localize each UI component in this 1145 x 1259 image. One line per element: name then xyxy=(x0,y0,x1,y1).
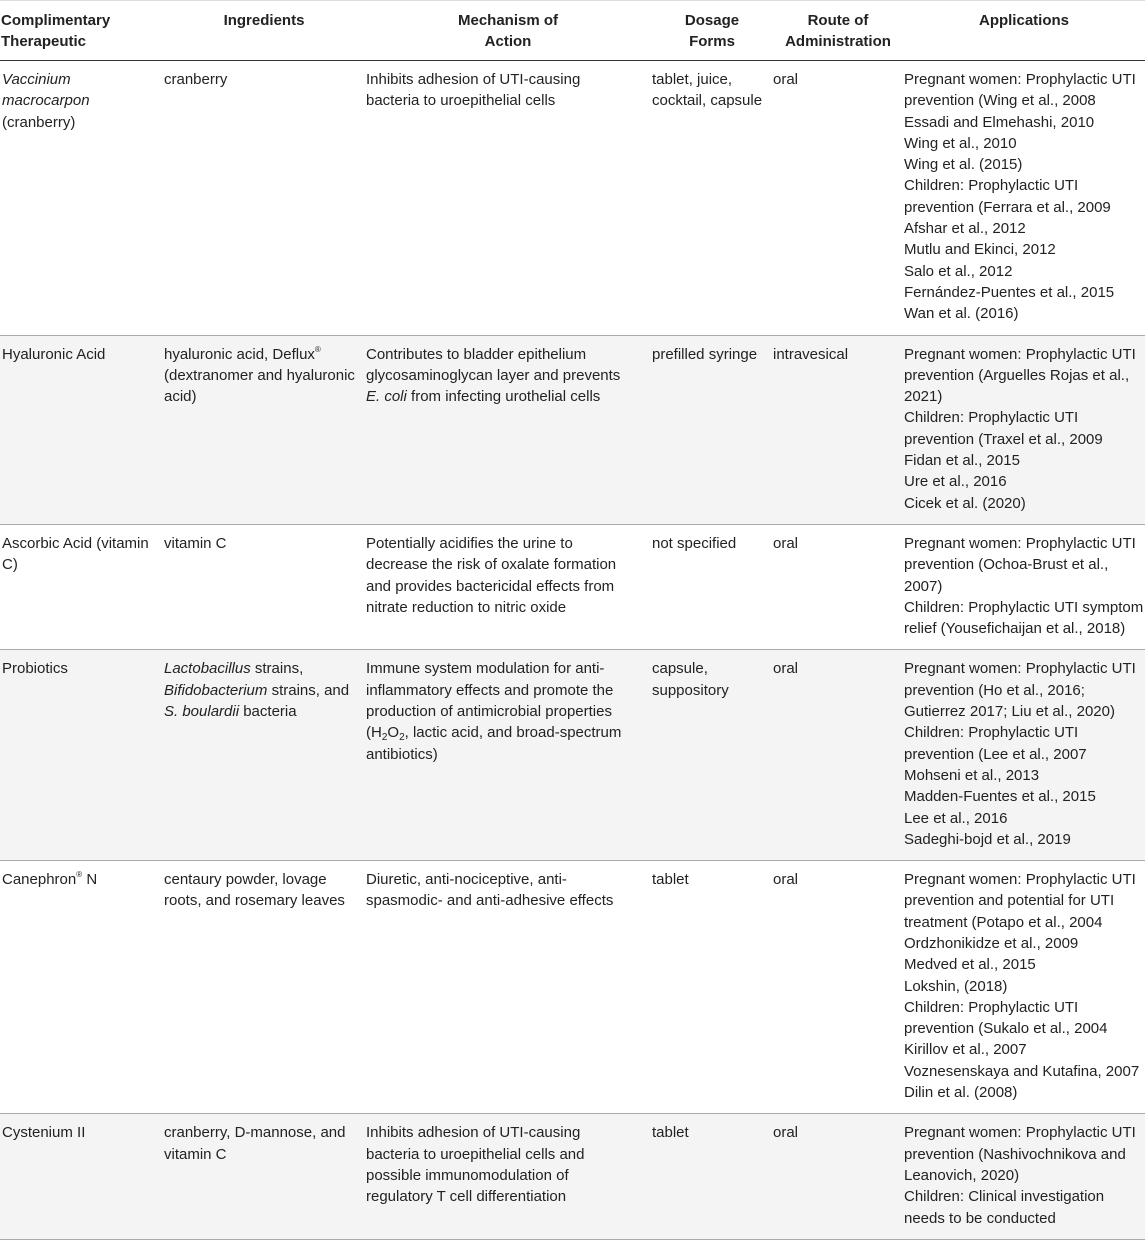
cell-therapeutic: Probiotics xyxy=(0,650,163,861)
application-line: Pregnant women: Prophylactic UTI prevention (Nashivochnikova and Leanovich, 2020) xyxy=(904,1124,1136,1184)
header-therapeutic: Complimentary Therapeutic xyxy=(0,1,163,61)
application-line: Lee et al., 2016 xyxy=(904,809,1008,827)
cell-therapeutic xyxy=(0,861,163,1114)
application-line: Essadi and Elmehashi, 2010 xyxy=(904,113,1095,131)
table-row xyxy=(0,650,1145,861)
application-line: Wing et al., 2010 xyxy=(904,134,1017,152)
application-line: Lokshin, (2018) xyxy=(904,977,1008,995)
registered-mark: ® xyxy=(76,870,83,880)
cell-ingredients: vitamin C xyxy=(163,524,365,649)
application-line: Ordzhonikidze et al., 2009 xyxy=(904,934,1079,952)
mechanism-text: from infecting urothelial cells xyxy=(411,388,601,406)
application-line: Children: Prophylactic UTI prevention (Ferrara et al., 2009 xyxy=(904,177,1111,216)
cell-dosage: capsule, suppository xyxy=(651,650,773,861)
cell-route: oral xyxy=(773,650,903,861)
cell-applications xyxy=(903,524,1145,649)
organism-name: S. boulardii xyxy=(164,703,240,721)
cell-dosage: prefilled syringe xyxy=(651,335,773,524)
application-line: Madden-Fuentes et al., 2015 xyxy=(904,788,1096,806)
application-line: Ure et al., 2016 xyxy=(904,473,1007,491)
cell-route: intravesical xyxy=(773,335,903,524)
ingredients-text: hyaluronic acid, Deflux xyxy=(164,345,315,363)
header-route: Route of Administration xyxy=(773,1,903,61)
application-line: Mutlu and Ekinci, 2012 xyxy=(904,241,1056,259)
application-line: Pregnant women: Prophylactic UTI prevention and potential for UTI treatment (Potapo et al., 2004 xyxy=(904,871,1136,931)
organism-name: E. coli xyxy=(366,388,407,406)
organism-name: Bifidobacterium xyxy=(164,681,268,699)
cell-mechanism xyxy=(365,335,651,524)
application-line: Voznesenskaya and Kutafina, 2007 xyxy=(904,1062,1140,1080)
cell-mechanism: Inhibits adhesion of UTI-causing bacteria to uroepithelial cells xyxy=(365,61,651,336)
therapeutic-common-name: (cranberry) xyxy=(2,113,76,131)
therapeutic-name: Canephron xyxy=(2,871,77,889)
application-line: Pregnant women: Prophylactic UTI prevention (Ho et al., 2016; Gutierrez 2017; Liu et al., 2020) xyxy=(904,660,1136,721)
cell-route: oral xyxy=(773,1114,903,1239)
cell-therapeutic: Ascorbic Acid (vitamin C) xyxy=(0,524,163,649)
mechanism-text: O xyxy=(387,724,400,742)
application-line: Cicek et al. (2020) xyxy=(904,494,1026,512)
header-ingredients: Ingredients xyxy=(163,1,365,61)
application-line: Mohseni et al., 2013 xyxy=(904,766,1040,784)
header-dosage: Dosage Forms xyxy=(651,1,773,61)
cell-mechanism: Diuretic, anti-nociceptive, anti-spasmodic- and anti-adhesive effects xyxy=(365,861,651,1114)
application-line: Afshar et al., 2012 xyxy=(904,220,1026,238)
mechanism-text: Contributes to bladder epithelium glycosaminoglycan layer and prevents xyxy=(366,345,621,384)
table-header xyxy=(0,1,1145,61)
cell-ingredients xyxy=(163,650,365,861)
cell-route: oral xyxy=(773,861,903,1114)
application-line: Salo et al., 2012 xyxy=(904,262,1013,280)
application-line: Pregnant women: Prophylactic UTI prevention (Ochoa-Brust et al., 2007) xyxy=(904,534,1136,595)
application-line: Medved et al., 2015 xyxy=(904,956,1036,974)
cell-dosage: not specified xyxy=(651,524,773,649)
application-line: Children: Prophylactic UTI prevention (Sukalo et al., 2004 xyxy=(904,998,1108,1038)
cell-applications xyxy=(903,61,1145,336)
cell-ingredients: centaury powder, lovage roots, and rosemary leaves xyxy=(163,861,365,1114)
cell-ingredients xyxy=(163,335,365,524)
ingredients-text: (dextranomer and hyaluronic acid) xyxy=(164,366,355,406)
cell-applications xyxy=(903,1114,1145,1239)
cell-applications xyxy=(903,335,1145,524)
therapeutic-latin-name: Vaccinium macrocarpon xyxy=(2,71,90,110)
table-body xyxy=(0,61,1145,1240)
table-row xyxy=(0,861,1145,1114)
cell-route: oral xyxy=(773,524,903,649)
therapeutic-name-suffix: N xyxy=(86,871,98,889)
header-mechanism: Mechanism of Action xyxy=(365,1,651,61)
application-line: Fidan et al., 2015 xyxy=(904,452,1020,470)
application-line: Wing et al. (2015) xyxy=(904,156,1023,174)
cell-therapeutic: Hyaluronic Acid xyxy=(0,335,163,524)
application-line: Dilin et al. (2008) xyxy=(904,1084,1018,1102)
cell-mechanism: Inhibits adhesion of UTI-causing bacteria to uroepithelial cells and possible immunomodulation of regulatory T cell differentiation xyxy=(365,1114,651,1239)
registered-mark: ® xyxy=(314,344,321,354)
cell-route: oral xyxy=(773,61,903,336)
ingredients-text: strains, and xyxy=(271,681,350,699)
cell-applications xyxy=(903,861,1145,1114)
application-line: Pregnant women: Prophylactic UTI prevention (Wing et al., 2008 xyxy=(904,71,1136,110)
application-line: Children: Prophylactic UTI prevention (Lee et al., 2007 xyxy=(904,724,1087,763)
application-line: Fernández-Puentes et al., 2015 xyxy=(904,283,1115,301)
application-line: Pregnant women: Prophylactic UTI prevention (Arguelles Rojas et al., 2021) xyxy=(904,345,1136,406)
application-line: Sadeghi-bojd et al., 2019 xyxy=(904,830,1071,848)
ingredients-text: strains, xyxy=(254,660,304,678)
mechanism-text: , lactic acid, and broad-spectrum antibiotics) xyxy=(366,724,622,763)
application-line: Wan et al. (2016) xyxy=(904,305,1019,323)
cell-ingredients: cranberry xyxy=(163,61,365,336)
cell-ingredients: cranberry, D-mannose, and vitamin C xyxy=(163,1114,365,1239)
application-line: Kirillov et al., 2007 xyxy=(904,1041,1027,1059)
application-line: Children: Prophylactic UTI symptom relief (Yousefichaijan et al., 2018) xyxy=(904,598,1144,638)
cell-applications xyxy=(903,650,1145,861)
cell-mechanism xyxy=(365,650,651,861)
table-row xyxy=(0,524,1145,649)
application-line: Children: Clinical investigation needs to be conducted xyxy=(904,1188,1105,1227)
application-line: Children: Prophylactic UTI prevention (Traxel et al., 2009 xyxy=(904,409,1103,448)
header-applications: Applications xyxy=(903,1,1145,61)
subscript: 2 xyxy=(381,732,388,744)
mechanism-text: Immune system modulation for anti-inflammatory effects and promote the production of antimicrobial properties (H xyxy=(366,660,614,742)
cell-therapeutic xyxy=(0,61,163,336)
cell-dosage: tablet xyxy=(651,861,773,1114)
cell-mechanism: Potentially acidifies the urine to decrease the risk of oxalate formation and provides bactericidal effects from nitrate reduction to nitric oxide xyxy=(365,524,651,649)
cell-dosage: tablet, juice, cocktail, capsule xyxy=(651,61,773,336)
table-row xyxy=(0,335,1145,524)
ingredients-text: bacteria xyxy=(243,703,297,721)
cell-dosage: tablet xyxy=(651,1114,773,1239)
subscript: 2 xyxy=(399,732,405,744)
organism-name: Lactobacillus xyxy=(164,660,251,678)
table-row xyxy=(0,1114,1145,1239)
table-row xyxy=(0,61,1145,336)
header-row xyxy=(0,1,1145,61)
cell-therapeutic: Cystenium II xyxy=(0,1114,163,1239)
